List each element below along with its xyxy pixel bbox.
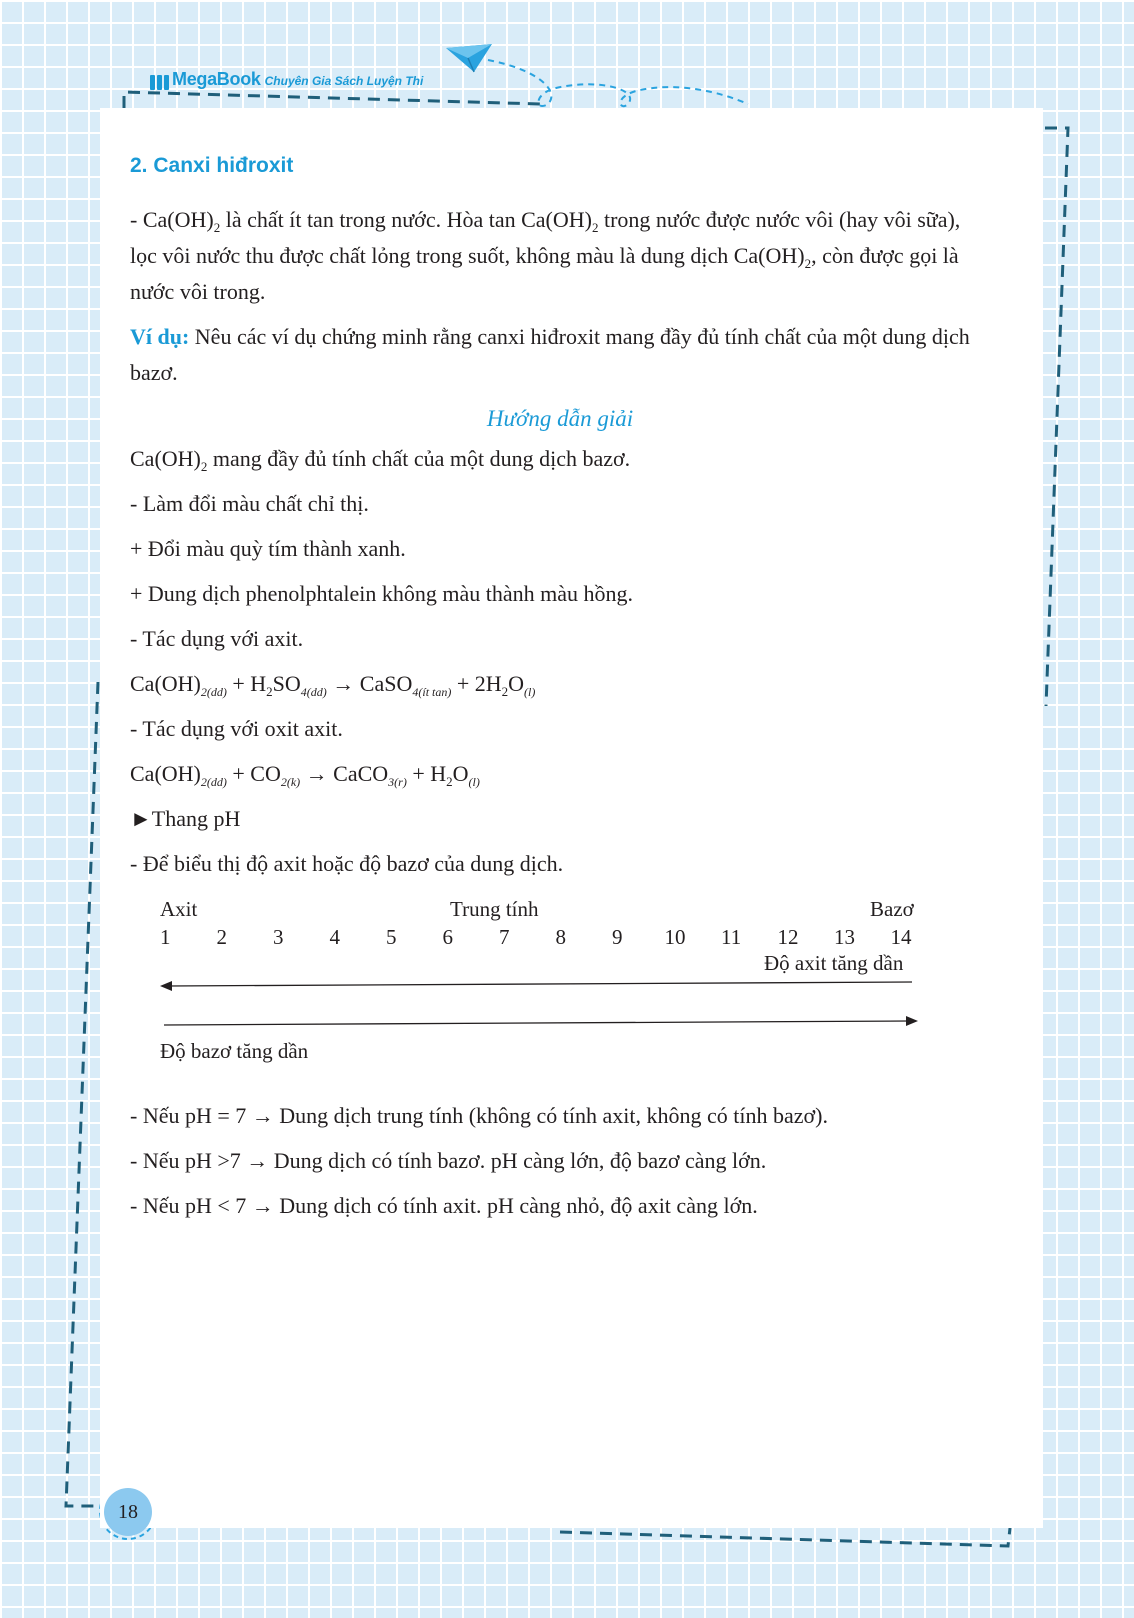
- line1-text-b: mang đầy đủ tính chất của một dung dịch bazơ.: [207, 446, 631, 471]
- example-label: Ví dụ:: [130, 324, 190, 349]
- ph-number-2: 2: [216, 925, 227, 949]
- eq2-s2: 2(k): [280, 775, 301, 789]
- frame-right-dash: [1045, 128, 1068, 706]
- ph-number-14: 14: [890, 925, 912, 949]
- eq2-s3: 3(r): [388, 775, 407, 789]
- ph-label-acid: Axit: [160, 897, 198, 921]
- ph-label-base: Bazơ: [870, 897, 914, 921]
- frame-bottom-dash: [560, 1528, 1010, 1546]
- eq2-s5: (l): [468, 775, 480, 789]
- equation-2: [130, 756, 990, 792]
- page-number: 18: [104, 1488, 152, 1536]
- example-text: Nêu các ví dụ chứng minh rằng canxi hiđroxit mang đầy đủ tính chất của một dung dịch bazơ.: [130, 324, 970, 385]
- eq1-s5: 2: [501, 684, 509, 699]
- intro-paragraph: [130, 202, 990, 310]
- ph-number-3: 3: [273, 925, 284, 949]
- base-arrowhead: [906, 1016, 918, 1026]
- eq1-s1: 2(dd): [200, 685, 227, 699]
- eq2-t2: + CO: [226, 761, 281, 786]
- ph-scale-diagram: [160, 896, 960, 1076]
- eq2-s4: 2: [446, 774, 453, 789]
- equation-1: [130, 666, 990, 702]
- p1-sub-b: 2: [591, 220, 599, 235]
- eq1-t6: O: [508, 671, 525, 696]
- p1-text-d: , còn được gọi là nước vôi trong.: [130, 243, 959, 304]
- eq1-t2: + H: [226, 671, 267, 696]
- eq2-t3: → CaCO: [300, 761, 389, 786]
- section-heading: 2. Canxi hiđroxit: [130, 154, 294, 177]
- p1-text-c: trong nước được nước vôi (hay vôi sữa), lọc vôi nước thu được chất lỏng trong suốt, không màu là dung dịch Ca(OH): [130, 207, 961, 268]
- p1-sub-a: 2: [213, 220, 221, 235]
- eq1-t5: + 2H: [451, 671, 502, 696]
- p1-text-b: là chất ít tan trong nước. Hòa tan Ca(OH): [220, 207, 592, 232]
- acid-arrowhead: [160, 981, 172, 991]
- frame-top-dash: [124, 92, 540, 108]
- page-paper: [100, 108, 1043, 1528]
- eq1-s6: (l): [524, 685, 536, 699]
- ph-number-12: 12: [777, 925, 799, 949]
- p1-sub-c: 2: [804, 256, 812, 271]
- example-paragraph: [130, 319, 990, 391]
- line1-sub: 2: [200, 459, 208, 474]
- ph-number-9: 9: [612, 925, 623, 949]
- answer-line-1: [130, 441, 990, 477]
- eq2-t5: O: [452, 761, 469, 786]
- ph-number-10: 10: [664, 925, 686, 949]
- ph-number-7: 7: [499, 925, 510, 949]
- eq1-t3: SO: [272, 671, 301, 696]
- ph-number-6: 6: [442, 925, 453, 949]
- rule-neutral: - Nếu pH = 7 → Dung dịch trung tính (không có tính axit, không có tính bazơ).: [130, 1103, 828, 1128]
- answer-line-4: + Dung dịch phenolphtalein không màu thành màu hồng.: [130, 581, 634, 606]
- ph-description: - Để biểu thị độ axit hoặc độ bazơ của dung dịch.: [130, 851, 564, 876]
- ph-number-13: 13: [834, 925, 855, 949]
- eq1-s4: 4(ít tan): [412, 685, 452, 699]
- base-arrow-label: Độ bazơ tăng dần: [160, 1039, 309, 1063]
- answer-line-3: + Đổi màu quỳ tím thành xanh.: [130, 536, 406, 561]
- brand-tagline: Chuyên Gia Sách Luyện Thi: [264, 74, 424, 88]
- eq1-s3: 4(dd): [300, 685, 327, 699]
- eq1-t1: Ca(OH): [130, 671, 201, 696]
- eq1-s2: 2: [266, 684, 273, 699]
- brand-name: MegaBook: [172, 69, 261, 89]
- page-content: [130, 152, 990, 1224]
- answer-line-6: - Tác dụng với oxit axit.: [130, 716, 343, 741]
- eq2-s1: 2(dd): [200, 775, 227, 789]
- acid-arrow-line: [168, 982, 912, 986]
- p1-text-a: - Ca(OH): [130, 207, 214, 232]
- ph-number-11: 11: [721, 925, 742, 949]
- base-arrow-line: [164, 1021, 908, 1025]
- answer-line-5: - Tác dụng với axit.: [130, 626, 304, 651]
- ph-label-neutral: Trung tính: [450, 897, 539, 921]
- ph-number-4: 4: [329, 925, 340, 949]
- eq2-t4: + H: [406, 761, 447, 786]
- guide-title: Hướng dẫn giải: [486, 406, 634, 431]
- paper-plane-icon: [446, 44, 492, 72]
- eq1-t4: → CaSO: [326, 671, 413, 696]
- line1-text-a: Ca(OH): [130, 446, 201, 471]
- ph-number-5: 5: [386, 925, 397, 949]
- eq2-t1: Ca(OH): [130, 761, 201, 786]
- rule-basic: - Nếu pH >7 → Dung dịch có tính bazơ. pH càng lớn, độ bazơ càng lớn.: [130, 1148, 767, 1173]
- answer-line-2: - Làm đổi màu chất chỉ thị.: [130, 491, 369, 516]
- ph-number-1: 1: [160, 925, 171, 949]
- plane-trail: [488, 60, 748, 106]
- ph-heading: ►Thang pH: [130, 806, 241, 831]
- ph-number-8: 8: [555, 925, 566, 949]
- frame-left-dash: [66, 682, 98, 1506]
- rule-acidic: - Nếu pH < 7 → Dung dịch có tính axit. pH càng nhỏ, độ axit càng lớn.: [130, 1193, 758, 1218]
- acid-arrow-label: Độ axit tăng dần: [764, 951, 904, 975]
